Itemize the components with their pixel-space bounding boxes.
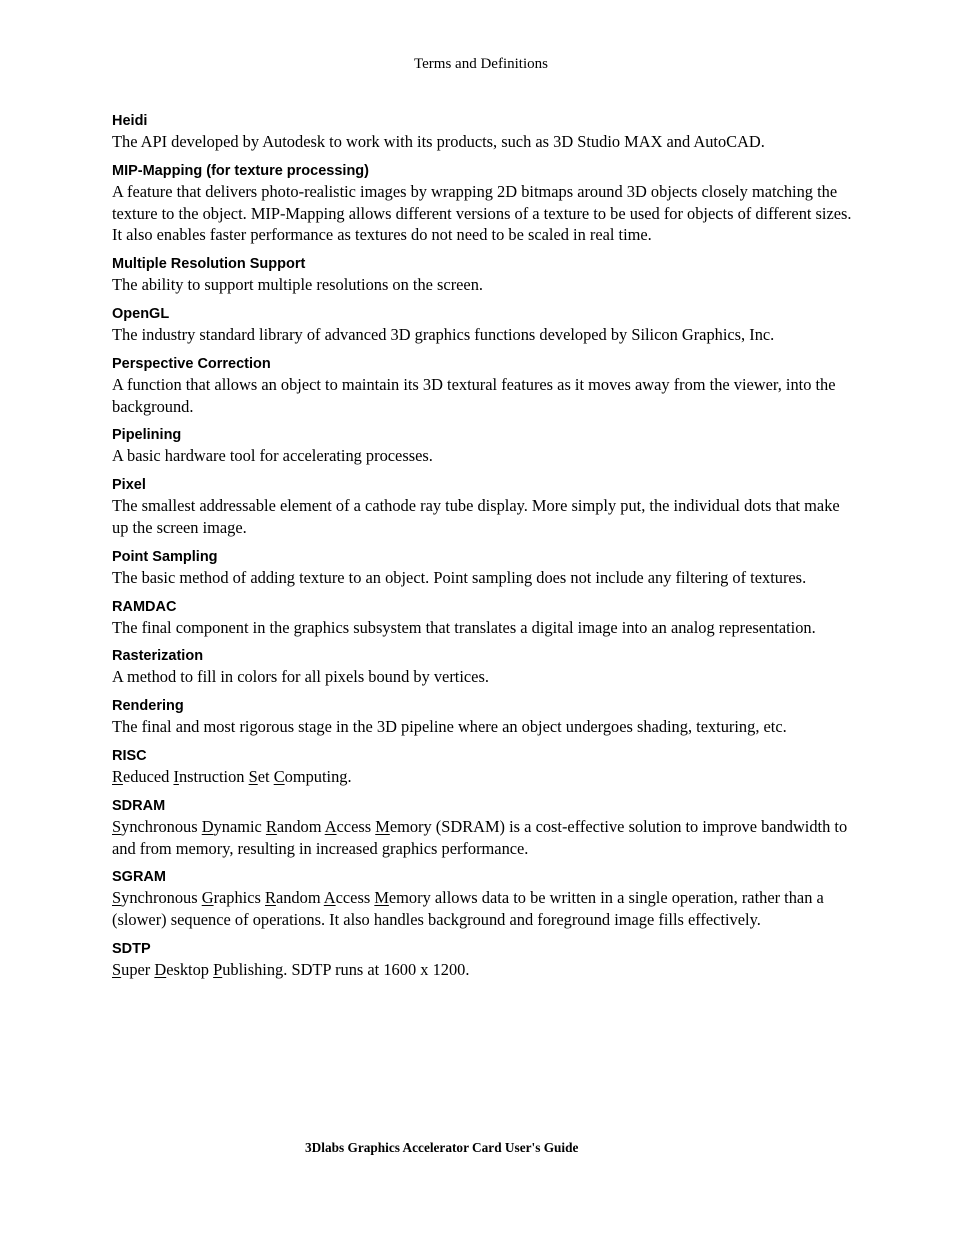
acronym-letter: M: [374, 888, 389, 908]
glossary-entry: [112, 305, 852, 346]
glossary-entry: [112, 112, 852, 153]
acronym-letter: R: [112, 766, 123, 786]
term-heading: Pipelining: [112, 427, 182, 444]
acronym-letter: S: [112, 888, 122, 908]
term-heading: Rendering: [112, 698, 184, 715]
term-definition: The basic method of adding texture to an object. Point sampling does not include any filtering of textures.: [112, 567, 807, 587]
acronym-letter: R: [265, 888, 276, 908]
acronym-letter: A: [324, 816, 337, 836]
term-heading: Pixel: [112, 477, 146, 494]
term-heading: MIP-Mapping (for texture processing): [112, 162, 369, 179]
glossary: [112, 112, 852, 990]
glossary-entry: [112, 940, 852, 981]
acronym-letter: I: [173, 766, 179, 786]
term-heading: RAMDAC: [112, 598, 177, 615]
glossary-entry: [112, 598, 852, 639]
acronym-letter: S: [112, 959, 122, 979]
term-definition: The industry standard library of advanced 3D graphics functions developed by Silicon Graphics, Inc.: [112, 324, 775, 344]
term-definition: A function that allows an object to maintain its 3D textural features as it moves away from the viewer, into the background.: [112, 374, 836, 416]
term-heading: RISC: [112, 747, 147, 764]
term-definition: Synchronous Dynamic Random Access Memory (SDRAM) is a cost-effective solution to improve bandwidth to and from memory, resulting in increased graphics performance.: [112, 816, 848, 858]
term-definition: Synchronous Graphics Random Access Memory allows data to be written in a single operation, rather than a (slower) sequence of operations. It also handles background and foreground image fills effectively.: [112, 888, 824, 930]
glossary-entry: [112, 255, 852, 296]
term-heading: Multiple Resolution Support: [112, 256, 306, 273]
term-heading: SDRAM: [112, 797, 166, 814]
glossary-entry: [112, 476, 852, 539]
term-definition: A feature that delivers photo-realistic images by wrapping 2D bitmaps around 3D objects closely matching the texture to the object. MIP-Mapping allows different versions of a texture to be used for objects of different sizes. It also enables faster performance as textures do not need to be scaled in real time.: [112, 181, 852, 245]
term-heading: Heidi: [112, 113, 148, 129]
acronym-letter: S: [248, 766, 258, 786]
term-definition: The final and most rigorous stage in the 3D pipeline where an object undergoes shading, texturing, etc.: [112, 717, 787, 737]
term-heading: Rasterization: [112, 648, 204, 665]
term-heading: SDTP: [112, 940, 151, 957]
acronym-letter: A: [323, 888, 336, 908]
term-definition: The API developed by Autodesk to work with its products, such as 3D Studio MAX and AutoCAD.: [112, 132, 765, 151]
acronym-letter: R: [265, 816, 277, 836]
acronym-letter: D: [154, 959, 167, 979]
page-header: Terms and Definitions: [414, 56, 548, 72]
glossary-entry: [112, 426, 852, 467]
acronym-letter: S: [112, 816, 122, 836]
glossary-entry: [112, 548, 852, 589]
glossary-entry: [112, 647, 852, 688]
acronym-letter: M: [375, 816, 390, 836]
glossary-entry: [112, 797, 852, 860]
term-definition: The final component in the graphics subsystem that translates a digital image into an analog representation.: [112, 617, 816, 637]
term-definition: A method to fill in colors for all pixels bound by vertices.: [112, 667, 489, 687]
acronym-letter: C: [273, 766, 285, 786]
acronym-letter: D: [201, 816, 214, 836]
glossary-entry: [112, 355, 852, 418]
glossary-entry: [112, 868, 852, 931]
term-heading: OpenGL: [112, 305, 170, 322]
term-heading: Point Sampling: [112, 548, 218, 565]
term-definition: Reduced Instruction Set Computing.: [112, 766, 352, 786]
term-definition: The ability to support multiple resolutions on the screen.: [112, 275, 483, 295]
term-definition: A basic hardware tool for accelerating processes.: [112, 446, 433, 466]
glossary-entry: [112, 697, 852, 738]
term-definition: Super Desktop Publishing. SDTP runs at 1600 x 1200.: [112, 959, 470, 979]
acronym-letter: G: [201, 888, 214, 908]
glossary-entry: [112, 747, 852, 788]
acronym-letter: P: [213, 959, 223, 979]
term-definition: The smallest addressable element of a cathode ray tube display. More simply put, the individual dots that make up the screen image.: [112, 496, 840, 537]
term-heading: Perspective Correction: [112, 355, 271, 372]
glossary-entry: [112, 162, 852, 246]
page-footer: 3Dlabs Graphics Accelerator Card User's Guide: [305, 1140, 579, 1155]
term-heading: SGRAM: [112, 869, 166, 886]
